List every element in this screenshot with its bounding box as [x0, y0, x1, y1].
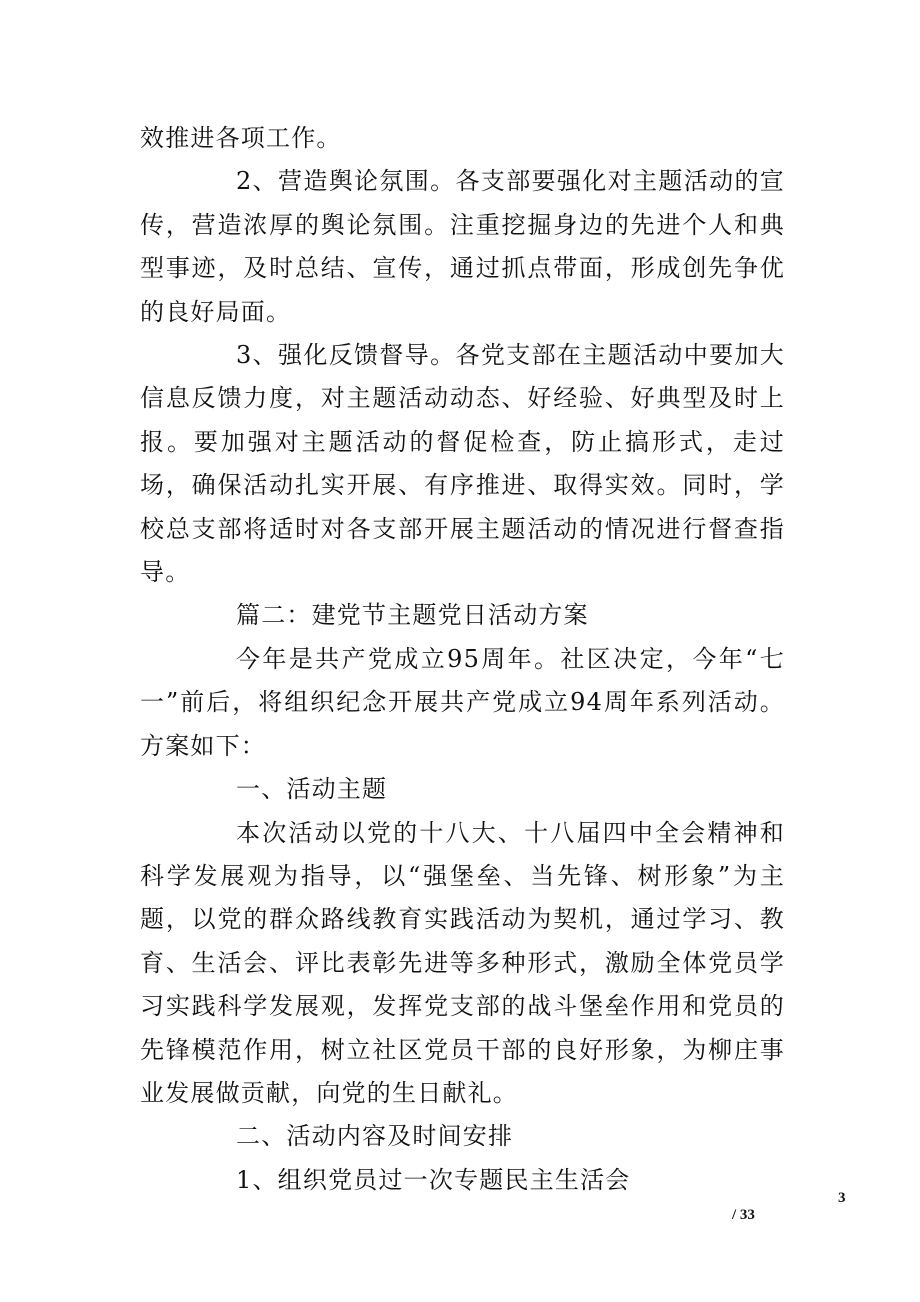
- page-total: / 33: [732, 1207, 755, 1223]
- heading-item-1: 1、组织党员过一次专题民主生活会: [236, 1165, 631, 1194]
- paragraph-continuation: 效推进各项工作。: [140, 124, 342, 152]
- section-title: 篇二：建党节主题党日活动方案: [236, 601, 589, 630]
- heading-activity-content: 二、活动内容及时间安排: [236, 1122, 514, 1151]
- heading-activity-theme: 一、活动主题: [236, 775, 388, 804]
- paragraph-intro: 今年是共产党成立95周年。社区决定，今年“七一”前后，将组织纪念开展共产党成立94周年系列活动。方案如下：: [140, 644, 785, 760]
- paragraph-item-3: 3、强化反馈督导。各党支部在主题活动中要加大信息反馈力度，对主题活动动态、好经验、好典型及时上报。要加强对主题活动的督促检查，防止搞形式，走过场，确保活动扎实开展、有序推进、取得实效。同时，学校总支部将适时对各支部开展主题活动的情况进行督查指导。: [140, 341, 785, 587]
- page-number: 3: [838, 1190, 846, 1206]
- paragraph-item-2: 2、营造舆论氛围。各支部要强化对主题活动的宣传，营造浓厚的舆论氛围。注重挖掘身边的先进个人和典型事迹，及时总结、宣传，通过抓点带面，形成创先争优的良好局面。: [140, 167, 785, 326]
- paragraph-theme-body: 本次活动以党的十八大、十八届四中全会精神和科学发展观为指导，以“强堡垒、当先锋、树形象”为主题，以党的群众路线教育实践活动为契机，通过学习、教育、生活会、评比表彰先进等多种形式，激励全体党员学习实践科学发展观，发挥党支部的战斗堡垒作用和党员的先锋模范作用，树立社区党员干部的良好形象，为柳庄事业发展做贡献，向党的生日献礼。: [140, 818, 785, 1107]
- document-body: [140, 117, 785, 1202]
